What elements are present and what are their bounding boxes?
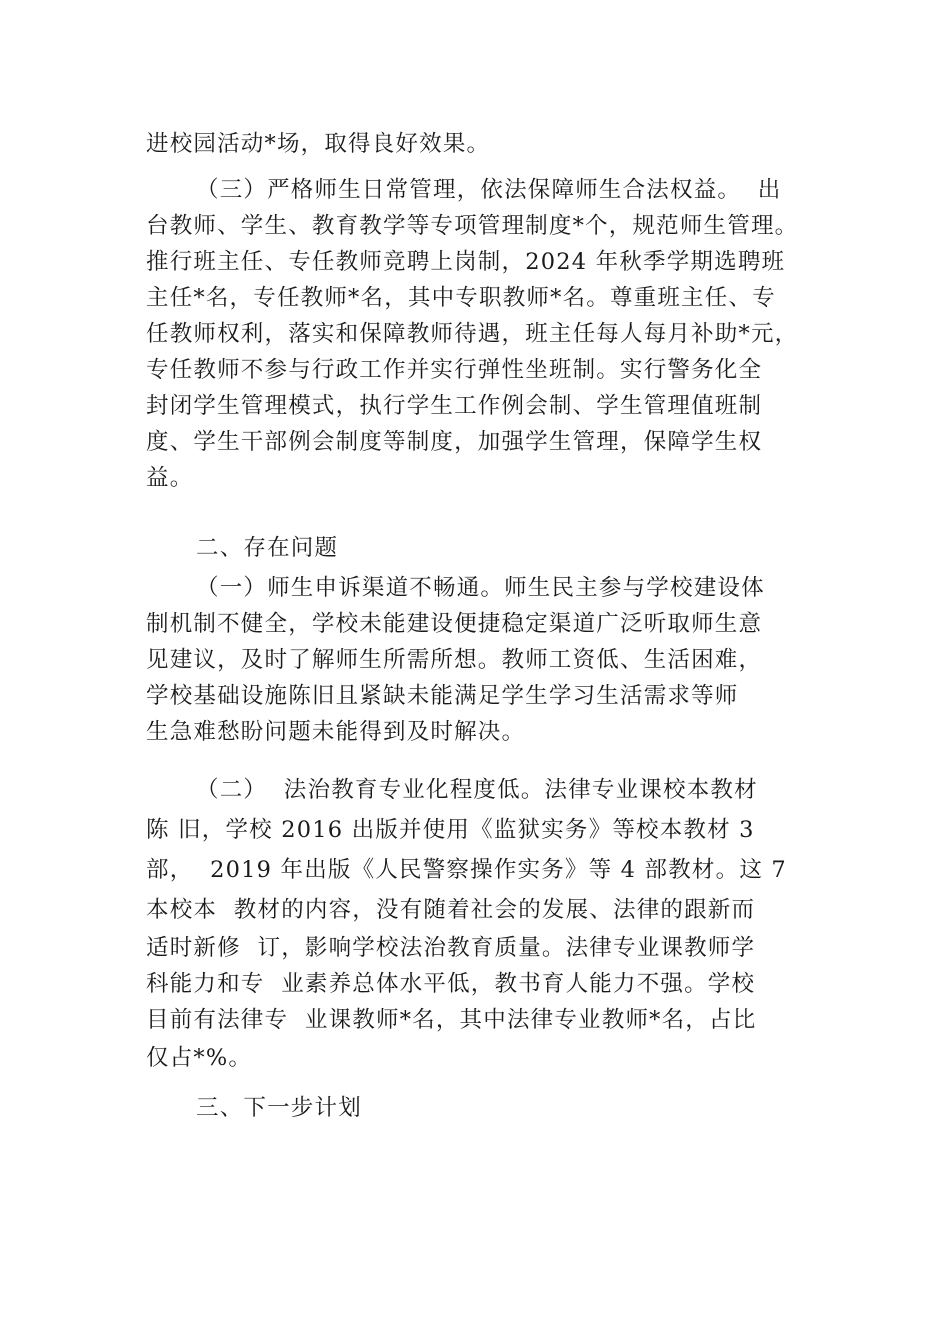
body-text-line: 专任教师不参与行政工作并实行弹性坐班制。实行警务化全 <box>146 357 763 383</box>
body-text-line: 制机制不健全，学校未能建设便捷稳定渠道广泛听取师生意 <box>146 611 763 637</box>
body-text-line: 生急难愁盼问题未能得到及时解决。 <box>146 719 526 745</box>
body-text-line: 进校园活动*场，取得良好效果。 <box>146 131 491 157</box>
body-text-line: 封闭学生管理模式，执行学生工作例会制、学生管理值班制 <box>146 393 763 419</box>
body-text-line: 台教师、学生、教育教学等专项管理制度*个，规范师生管理。 <box>146 213 799 239</box>
section-heading-3: （三）严格师生日常管理，依法保障师生合法权益。 出 <box>196 177 782 203</box>
body-text-line: 任教师权利，落实和保障教师待遇，班主任每人每月补助*元， <box>146 321 799 347</box>
body-text-line: 仅占*%。 <box>146 1045 253 1071</box>
body-text-line: 主任*名，专任教师*名，其中专职教师*名。尊重班主任、专 <box>146 285 776 311</box>
section-heading-3-next-steps: 三、下一步计划 <box>196 1095 362 1121</box>
body-text-line: 推行班主任、专任教师竞聘上岗制，2024 年秋季学期选聘班 <box>146 249 786 275</box>
subsection-heading-2: （二） 法治教育专业化程度低。法律专业课校本教材 <box>196 777 758 803</box>
body-text-line: 见建议，及时了解师生所需所想。教师工资低、生活困难， <box>146 647 763 673</box>
body-text-line: 科能力和专 业素养总体水平低，教书育人能力不强。学校 <box>146 971 756 997</box>
body-text-line: 益。 <box>146 465 194 491</box>
body-text-line: 陈 旧，学校 2016 出版并使用《监狱实务》等校本教材 3 <box>146 817 755 843</box>
body-text-line: 适时新修 订，影响学校法治教育质量。法律专业课教师学 <box>146 935 756 961</box>
section-heading-2: 二、存在问题 <box>196 535 339 561</box>
body-text-line: 度、学生干部例会制度等制度，加强学生管理，保障学生权 <box>146 429 763 455</box>
body-text-line: 目前有法律专 业课教师*名，其中法律专业教师*名，占比 <box>146 1007 757 1033</box>
body-text-line: 部， 2019 年出版《人民警察操作实务》等 4 部教材。这 7 <box>146 857 787 883</box>
body-text-line: 学校基础设施陈旧且紧缺未能满足学生学习生活需求等师 <box>146 683 739 709</box>
subsection-heading-1: （一）师生申诉渠道不畅通。师生民主参与学校建设体 <box>196 575 765 601</box>
body-text-line: 本校本 教材的内容，没有随着社会的发展、法律的跟新而 <box>146 897 756 923</box>
